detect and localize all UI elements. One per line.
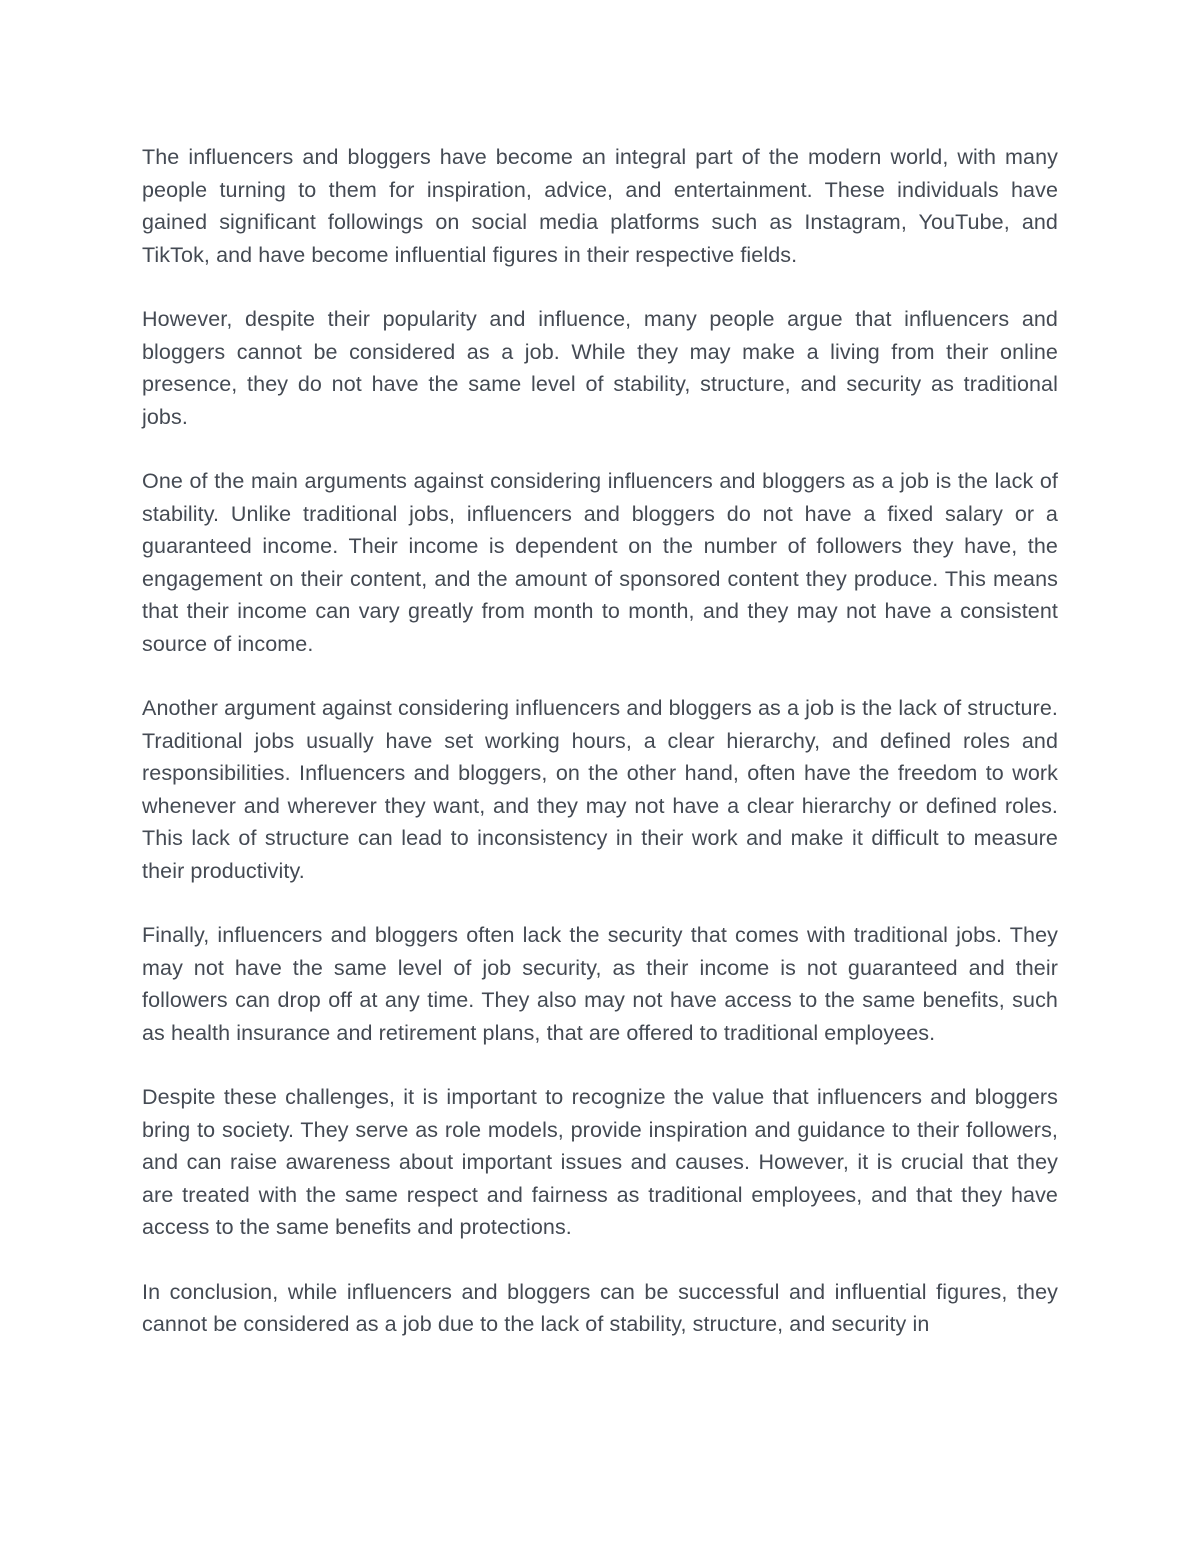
paragraph-intro: The influencers and bloggers have become an integral part of the modern world, with many people turning to them for inspiration, advice, and entertainment. These individuals have gained significant followings on social media platforms such as Instagram, YouTube, and TikTok, and have become influential figures in their respective fields. [142,145,1058,267]
paragraph-security: Finally, influencers and bloggers often lack the security that comes with traditional jobs. They may not have the same level of job security, as their income is not guaranteed and their followers can drop off at any time. They also may not have access to the same benefits, such as health insurance and retirement plans, that are offered to traditional employees. [142,923,1058,1045]
paragraph-conclusion: In conclusion, while influencers and bloggers can be successful and influential figures, they cannot be considered as a job due to the lack of stability, structure, and security in [142,1279,1058,1336]
paragraph-counterpoint: However, despite their popularity and influence, many people argue that influencers and bloggers cannot be considered as a job. While they may make a living from their online presence, they do not have the same level of stability, structure, and security as traditional jobs. [142,307,1058,429]
paragraph-stability: One of the main arguments against considering influencers and bloggers as a job is the lack of stability. Unlike traditional jobs, influencers and bloggers do not have a fixed salary or a guaranteed income. Their income is dependent on the number of followers they have, the engagement on their content, and the amount of sponsored content they produce. This means that their income can vary greatly from month to month, and they may not have a consistent source of income. [142,469,1058,656]
paragraph-structure: Another argument against considering influencers and bloggers as a job is the lack of structure. Traditional jobs usually have set working hours, a clear hierarchy, and defined roles and responsibilities. Influencers and bloggers, on the other hand, often have the freedom to work whenever and wherever they want, and they may not have a clear hierarchy or defined roles. This lack of structure can lead to inconsistency in their work and make it difficult to measure their productivity. [142,696,1058,883]
paragraph-value: Despite these challenges, it is important to recognize the value that influencers and bloggers bring to society. They serve as role models, provide inspiration and guidance to their followers, and can raise awareness about important issues and causes. However, it is crucial that they are treated with the same respect and fairness as traditional employees, and that they have access to the same benefits and protections. [142,1085,1058,1239]
document-body [142,141,1058,1341]
